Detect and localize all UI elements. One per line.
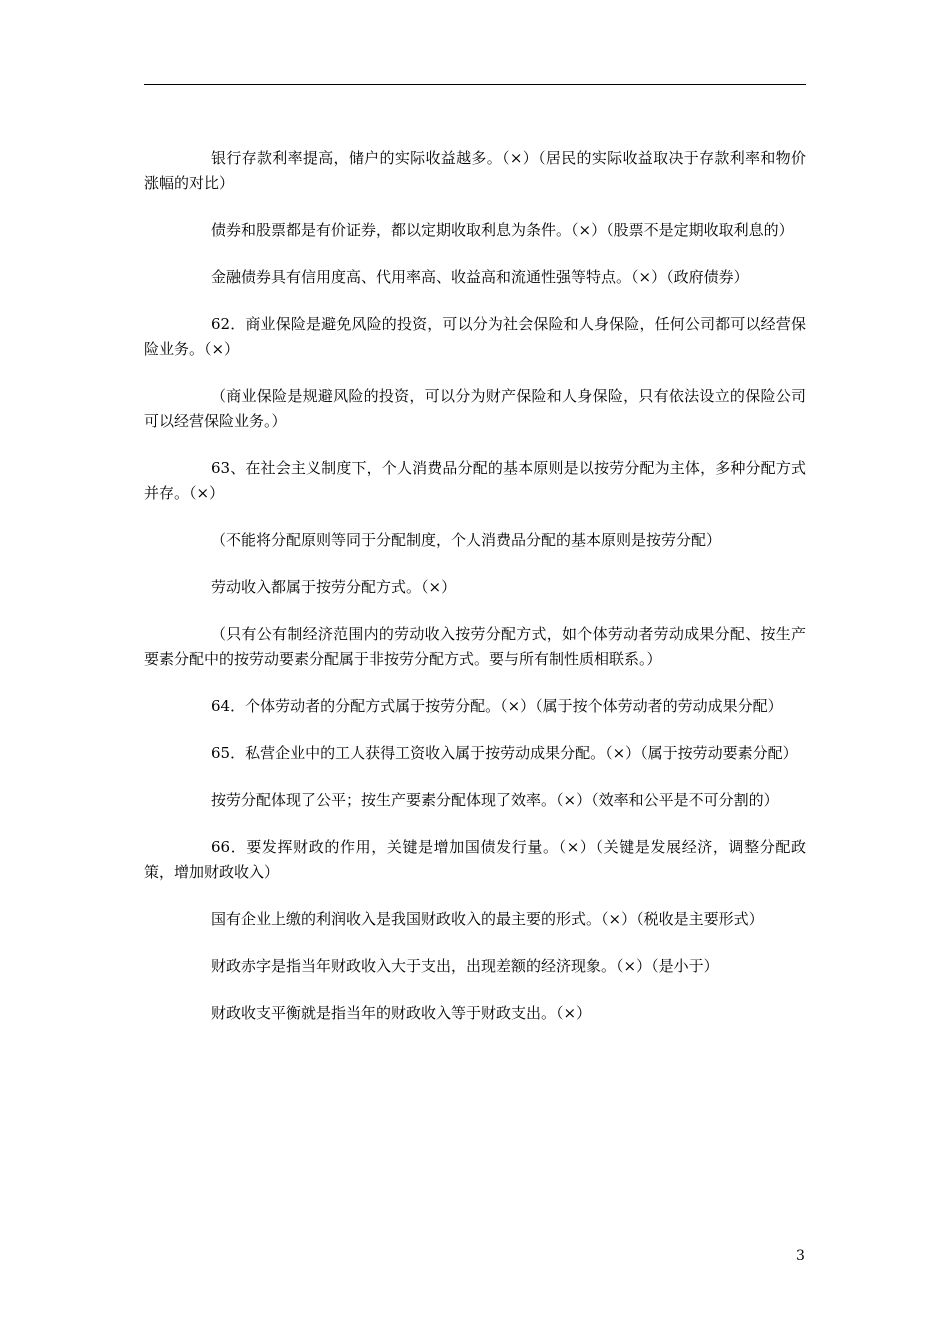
paragraph: （商业保险是规避风险的投资，可以分为财产保险和人身保险，只有依法设立的保险公司可以经营保险业务。） [144, 387, 806, 430]
header-rule [144, 84, 806, 85]
paragraph: 金融债券具有信用度高、代用率高、收益高和流通性强等特点。（×）（政府债券） [211, 268, 749, 286]
paragraph: 65．私营企业中的工人获得工资收入属于按劳动成果分配。（×）（属于按劳动要素分配） [211, 744, 798, 762]
paragraph: （不能将分配原则等同于分配制度，个人消费品分配的基本原则是按劳分配） [211, 531, 722, 549]
paragraph: 财政赤字是指当年财政收入大于支出，出现差额的经济现象。（×）（是小于） [211, 957, 719, 975]
paragraph: 66．要发挥财政的作用，关键是增加国债发行量。（×）（关键是发展经济，调整分配政策，增加财政收入） [144, 838, 806, 881]
paragraph: 62．商业保险是避免风险的投资，可以分为社会保险和人身保险，任何公司都可以经营保险业务。（×） [144, 315, 806, 358]
paragraph: 债券和股票都是有价证券，都以定期收取利息为条件。（×）（股票不是定期收取利息的） [211, 221, 794, 239]
paragraph: 国有企业上缴的利润收入是我国财政收入的最主要的形式。（×）（税收是主要形式） [211, 910, 764, 928]
paragraph: 64．个体劳动者的分配方式属于按劳分配。（×）（属于按个体劳动者的劳动成果分配） [211, 697, 783, 715]
page-number: 3 [796, 1248, 805, 1264]
paragraph: （只有公有制经济范围内的劳动收入按劳分配方式，如个体劳动者劳动成果分配、按生产要素分配中的按劳动要素分配属于非按劳分配方式。要与所有制性质相联系。） [144, 625, 806, 668]
paragraph: 按劳分配体现了公平；按生产要素分配体现了效率。（×）（效率和公平是不可分割的） [211, 791, 779, 809]
paragraph: 银行存款利率提高，储户的实际收益越多。（×）（居民的实际收益取决于存款利率和物价涨幅的对比） [144, 149, 806, 192]
paragraph: 63、在社会主义制度下，个人消费品分配的基本原则是以按劳分配为主体，多种分配方式并存。（×） [144, 459, 806, 502]
paragraph: 劳动收入都属于按劳分配方式。（×） [211, 578, 457, 596]
document-body [144, 146, 806, 1048]
paragraph: 财政收支平衡就是指当年的财政收入等于财政支出。（×） [211, 1004, 592, 1022]
